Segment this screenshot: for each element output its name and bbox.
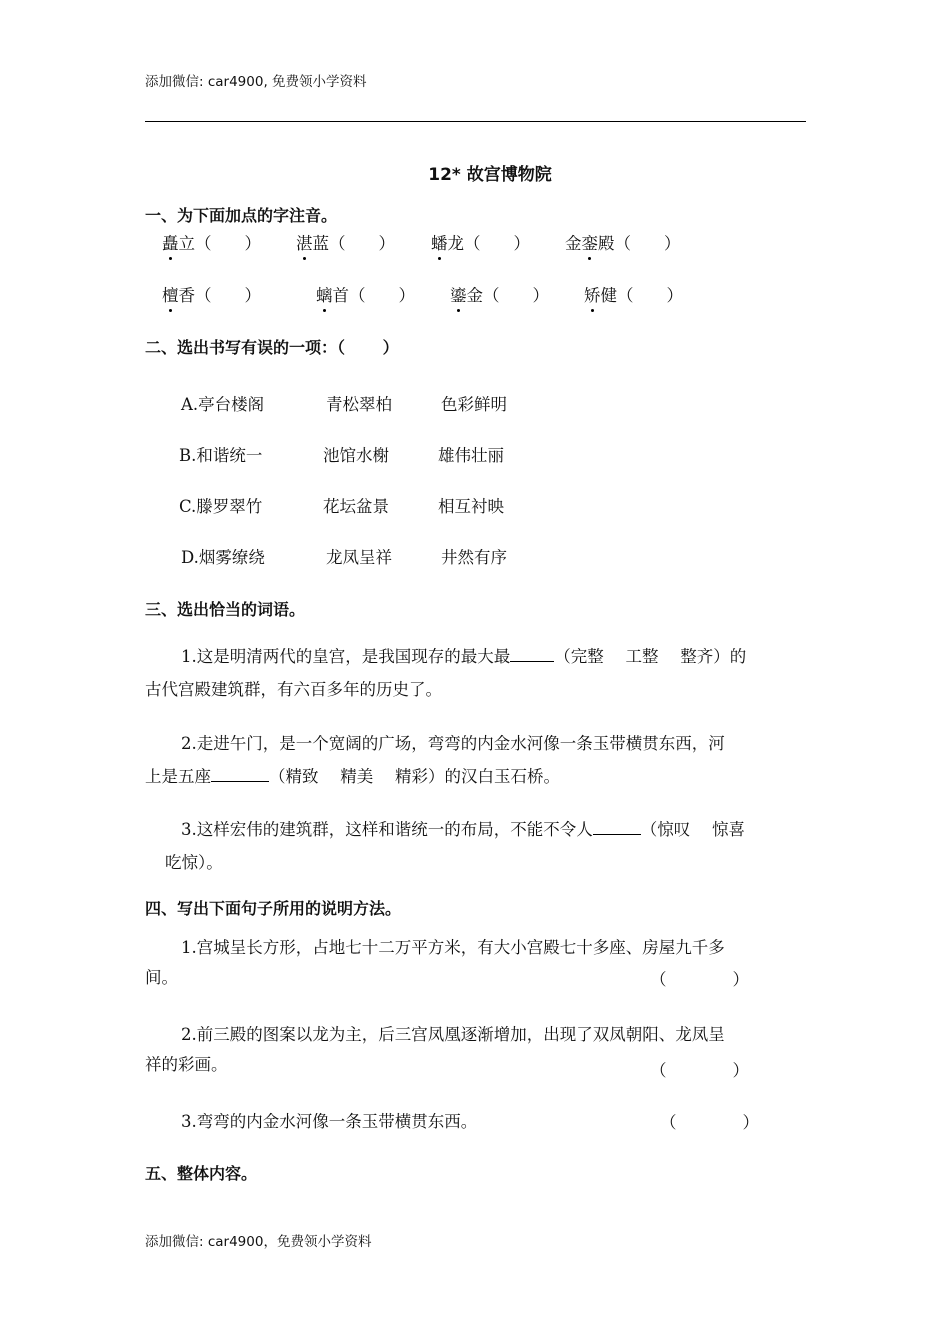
word-rest: 殿 — [598, 234, 615, 253]
answer-paren: （ ） — [617, 286, 683, 305]
dotted-char: 湛 — [296, 230, 313, 254]
option-label: D.烟雾缭绕 — [181, 548, 265, 567]
option-word: 龙凤呈祥 — [326, 548, 392, 567]
question-text: （惊叹 惊喜 — [640, 820, 745, 839]
option-word: 雄伟壮丽 — [438, 446, 504, 465]
word-pre: 金 — [565, 234, 582, 253]
question-text: 1.这是明清两代的皇宫，是我国现存的最大最 — [181, 647, 511, 666]
word-rest: 健 — [600, 286, 617, 305]
option-word: 池馆水榭 — [323, 446, 389, 465]
answer-paren: （ ） — [349, 286, 415, 305]
section-1-heading: 一、为下面加点的字注音。 — [145, 206, 338, 225]
option-word: 井然有序 — [441, 548, 507, 567]
question-text: 上是五座 — [145, 767, 211, 786]
dotted-char: 檀 — [162, 282, 179, 306]
section-5-heading: 五、整体内容。 — [145, 1164, 258, 1183]
header-divider — [145, 121, 806, 122]
dotted-char: 螭 — [316, 282, 333, 306]
option-label: A.亭台楼阁 — [181, 395, 265, 414]
word-rest: 金 — [466, 286, 483, 305]
pinyin-item — [316, 282, 415, 306]
answer-paren: （ ） — [464, 234, 530, 253]
word-rest: 立 — [178, 234, 195, 253]
pinyin-item — [450, 282, 549, 306]
question-3-3 — [145, 813, 806, 879]
dotted-char: 鎏 — [450, 282, 467, 306]
answer-paren: （ ） — [483, 286, 549, 305]
word-rest: 龙 — [447, 234, 464, 253]
answer-paren[interactable]: （ ） — [650, 1061, 749, 1080]
pinyin-item — [431, 230, 530, 254]
word-rest: 蓝 — [312, 234, 329, 253]
answer-paren: （ ） — [614, 234, 681, 253]
word-rest: 香 — [178, 286, 195, 305]
question-text: 3.弯弯的内金水河像一条玉带横贯东西。 — [181, 1112, 478, 1131]
answer-paren: （ ） — [195, 286, 261, 305]
question-text: 2.前三殿的图案以龙为主，后三宫凤凰逐渐增加，出现了双凤朝阳、龙凤呈 — [181, 1025, 725, 1044]
pinyin-item — [162, 230, 261, 254]
dotted-char: 矗 — [162, 230, 179, 254]
pinyin-item — [565, 230, 681, 254]
question-text: 1.宫城呈长方形，占地七十二万平方米，有大小宫殿七十多座、房屋九千多 — [181, 938, 725, 957]
answer-blank[interactable] — [211, 763, 269, 782]
option-label: C.滕罗翠竹 — [179, 497, 263, 516]
dotted-char: 蟠 — [431, 230, 448, 254]
question-text: 吃惊）。 — [165, 853, 223, 872]
answer-paren[interactable]: （ ） — [650, 970, 749, 989]
footer-note: 添加微信: car4900，免费领小学资料 — [145, 1234, 372, 1250]
answer-paren: （ ） — [329, 234, 395, 253]
page-title: 12* 故宫博物院 — [428, 165, 552, 185]
question-text: 古代宫殿建筑群，有六百多年的历史了。 — [145, 680, 442, 699]
section-2-heading: 二、选出书写有误的一项：（ ） — [145, 338, 399, 357]
question-text: 间。 — [145, 968, 178, 987]
section-4-heading: 四、写出下面句子所用的说明方法。 — [145, 899, 402, 918]
option-word: 相互衬映 — [438, 497, 504, 516]
section-3-heading: 三、选出恰当的词语。 — [145, 600, 306, 619]
option-label: B.和谐统一 — [179, 446, 263, 465]
word-rest: 首 — [332, 286, 349, 305]
answer-paren: （ ） — [195, 234, 261, 253]
question-text: 祥的彩画。 — [145, 1055, 228, 1074]
answer-blank[interactable] — [593, 816, 641, 835]
pinyin-item — [296, 230, 395, 254]
question-text: （精致 精美 精彩）的汉白玉石桥。 — [269, 767, 560, 786]
answer-paren[interactable]: （ ） — [660, 1113, 759, 1132]
question-text: 3.这样宏伟的建筑群，这样和谐统一的布局，不能不令人 — [181, 820, 593, 839]
dotted-char: 矫 — [584, 282, 601, 306]
question-3-1 — [145, 640, 806, 706]
question-text: 2.走进午门，是一个宽阔的广场，弯弯的内金水河像一条玉带横贯东西，河 — [181, 734, 725, 753]
answer-blank[interactable] — [510, 643, 554, 662]
pinyin-item — [162, 282, 261, 306]
header-note: 添加微信: car4900, 免费领小学资料 — [145, 74, 367, 90]
option-word: 色彩鲜明 — [441, 395, 507, 414]
question-3-2 — [145, 727, 806, 793]
dotted-char: 銮 — [582, 230, 599, 254]
pinyin-item — [584, 282, 683, 306]
option-word: 花坛盆景 — [323, 497, 389, 516]
question-text: （完整 工整 整齐）的 — [554, 647, 747, 666]
option-word: 青松翠柏 — [326, 395, 392, 414]
